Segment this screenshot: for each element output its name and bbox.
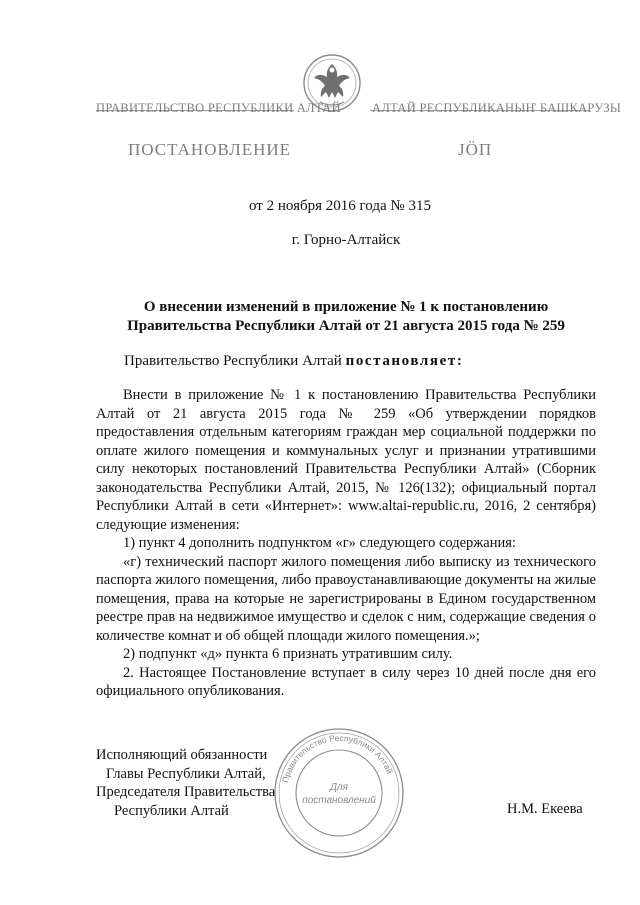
body-paragraph-4: 2) подпункт «д» пункта 6 признать утратившим силу. <box>123 646 453 662</box>
title-line-1: О внесении изменений в приложение № 1 к постановлению <box>143 299 549 315</box>
document-title <box>96 298 596 336</box>
body-paragraph-3: «г) технический паспорт жилого помещения либо выписку из технического паспорта жилого помещения, либо правоустанавливающие документы на жилые помещения, права на которые не зарегистрированы в Едином государственном реестре прав на недвижимое имущество и сделок с ним, содержащие сведения о количестве комнат и об общей площади жилого помещения.»; <box>96 553 596 644</box>
stamp-center-line-1: Для <box>329 782 349 793</box>
stamp-ring-text: Правительство Республики Алтай <box>280 732 396 784</box>
preamble-decree-word: постановляет: <box>345 353 464 369</box>
document-date-number: от 2 ноября 2016 года № 315 <box>249 198 431 214</box>
stamp-center-line-2: постановлений <box>302 795 376 806</box>
official-stamp <box>270 724 408 862</box>
preamble-text: Правительство Республики Алтай <box>124 353 346 369</box>
signatory-line-2: Главы Республики Алтай, <box>106 765 266 782</box>
signatory-line-1: Исполняющий обязанности <box>96 747 268 763</box>
document-body <box>96 386 596 701</box>
document-type-russian: ПОСТАНОВЛЕНИЕ <box>128 140 292 159</box>
government-name-russian: ПРАВИТЕЛЬСТВО РЕСПУБЛИКИ АЛТАЙ <box>96 101 341 115</box>
document-city: г. Горно-Алтайск <box>291 232 401 248</box>
government-name-altai: АЛТАЙ РЕСПУБЛИКАНЫҤ БАШКАРУЗЫ <box>372 101 622 115</box>
body-paragraph-1: Внести в приложение № 1 к постановлению Правительства Республики Алтай от 21 августа 2015 года № 259 «Об утверждении порядков предоставления отдельным категориям граждан мер социальной поддержки по оплате жилого помещения и коммунальных услуг и признании утратившими силу некоторых постановлений Правительства Республики Алтай» (Сборник законодательства Республики Алтай, 2015, № 126(132); официальный портал Республики Алтай в сети «Интернет»: www.altai-republic.ru, 2016, 2 сентября) следующие изменения: <box>96 387 596 533</box>
preamble <box>124 353 463 370</box>
signatory-name: Н.М. Екеева <box>507 801 583 817</box>
title-line-2: Правительства Республики Алтай от 21 августа 2015 года № 259 <box>127 318 565 334</box>
body-paragraph-2: 1) пункт 4 дополнить подпунктом «г» следующего содержания: <box>123 535 516 551</box>
body-paragraph-5: 2. Настоящее Постановление вступает в силу через 10 дней после дня его официального опубликования. <box>96 664 596 699</box>
signatory-title <box>96 746 275 820</box>
signatory-line-4: Республики Алтай <box>114 802 229 819</box>
signatory-line-3: Председателя Правительства <box>96 784 276 800</box>
document-type-altai: JÖП <box>458 140 493 159</box>
